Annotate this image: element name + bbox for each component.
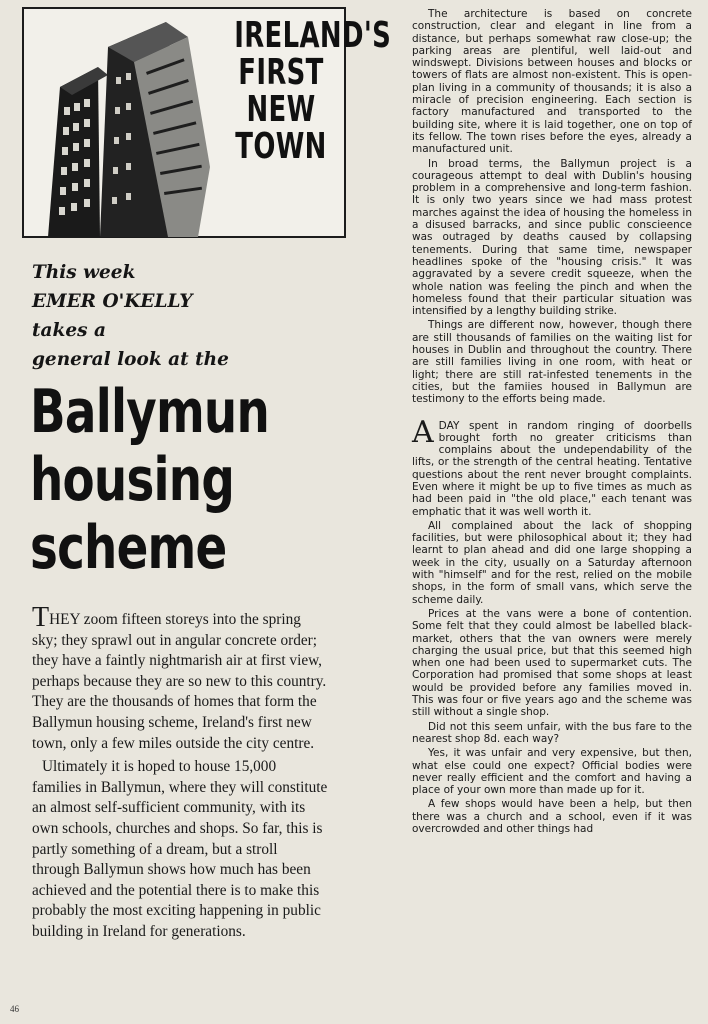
- title-line: TOWN: [235, 126, 327, 167]
- paragraph: A few shops would have been a help, but then there was a church and a school, even if it was overcrowded and other things had: [412, 798, 692, 835]
- right-column-body: [412, 8, 692, 835]
- paragraph: Did not this seem unfair, with the bus fare to the nearest shop 8d. each way?: [412, 720, 692, 745]
- paragraph: [32, 602, 328, 754]
- article-title: [234, 15, 392, 167]
- byline-line: general look at the: [32, 349, 229, 370]
- byline-line: EMER O'KELLY: [32, 291, 193, 312]
- paragraph: The architecture is based on concrete construction, clear and elegant in line from a distance, but perhaps somewhat raw close-up; the parking areas are plentiful, well laid-out and windswept. Divisions between houses and blocks or towers of flats are almost non-existent. This is open-plan living in a community of thousands; it is also a miracle of precision engineering. Each section is factory manufactured and transported to the building site, where it is laid together, one on top of its fellow. The town rises before the eyes, already a manufactured unit.: [412, 8, 692, 156]
- title-line: IRELAND'S: [234, 15, 392, 56]
- headline-line: scheme: [30, 513, 227, 583]
- paragraph: [412, 414, 692, 518]
- title-line: FIRST: [238, 52, 324, 93]
- paragraph: In broad terms, the Ballymun project is a courageous attempt to deal with Dublin's housing problem in a comprehensive and long-term fashion. It is only two years since we had mass protest marches against the idea of housing the homeless in a disused barracks, and since public conscieence was outraged by deaths caused by collapsing tenements. During that same time, newspaper headlines spoke of the "housing crisis." It was aggravated by a severe credit squeeze, when the whole nation was feeling the pinch and when the homeless found that their particular situation was intensified by a lengthy building strike.: [412, 157, 692, 318]
- paragraph: Yes, it was unfair and very expensive, but then, what else could one expect? Official bodies were never really efficient and the comfort and having a place of your own more than made up for it.: [412, 747, 692, 797]
- page-number: 46: [10, 1004, 19, 1014]
- title-line: NEW: [246, 89, 316, 130]
- paragraph: Prices at the vans were a bone of contention. Some felt that they could almost be labelled black-market, others that the van owners were merely charging the usual price, but that this seemed high when one had been used to supermarket cuts. The Corporation had promised that some shops at least would be provided before any families moved in. This was four or five years ago and the scheme was still without a single shop.: [412, 607, 692, 719]
- headline-line: Ballymun: [30, 377, 270, 447]
- headline: [30, 378, 287, 582]
- tower-blocks-illustration: [38, 17, 218, 237]
- paragraph: Things are different now, however, though there are still thousands of families on the waiting list for houses in Dublin and throughout the country. There are still families living in one room, with heat or light; there are still rat-infested tenements in the cities, but the famiies housed in Ballymun are testimony to the efforts being made.: [412, 319, 692, 406]
- paragraph: Ultimately it is hoped to house 15,000 families in Ballymun, where they will constitute an almost self-sufficient community, with its own schools, churches and shops. So far, this is partly something of a dream, but a stroll through Ballymun shows how much has been achieved and the potential there is to make this probably the most exciting happening in public building in Ireland for generations.: [32, 758, 328, 940]
- drop-cap: A: [412, 414, 434, 450]
- byline-line: This week: [32, 262, 136, 283]
- left-column-body: [32, 602, 328, 943]
- byline-line: takes a: [32, 320, 106, 341]
- byline: [32, 258, 362, 374]
- paragraph-text: HEY zoom fifteen storeys into the spring sky; they sprawl out in angular concrete order; they have a faintly nightmarish air at first view, perhaps because they are so new to this country. They are the thousands of homes that form the Ballymun housing scheme, Ireland's first new town, only a few miles outside the city centre.: [32, 611, 327, 752]
- paragraph: All complained about the lack of shopping facilities, but were philosophical about it; they had learnt to plan ahead and did one large shopping a week in the city, usually on a Saturday afternoon with "himself" and for the rest, relied on the mobile shops, in the form of small vans, which serve the scheme daily.: [412, 519, 692, 606]
- paragraph-text: DAY spent in random ringing of doorbells brought forth no greater criticisms than complains about the undependability of the lifts, or the strength of the central heating. Tentative questions about the rent never brought complaints. Even where it might be up to five times as much as had been paid in "the old place," each tenant was emphatic that it was well worth it.: [412, 419, 692, 518]
- headline-line: housing: [30, 445, 235, 515]
- title-box: [22, 7, 392, 238]
- drop-cap: T: [32, 602, 50, 633]
